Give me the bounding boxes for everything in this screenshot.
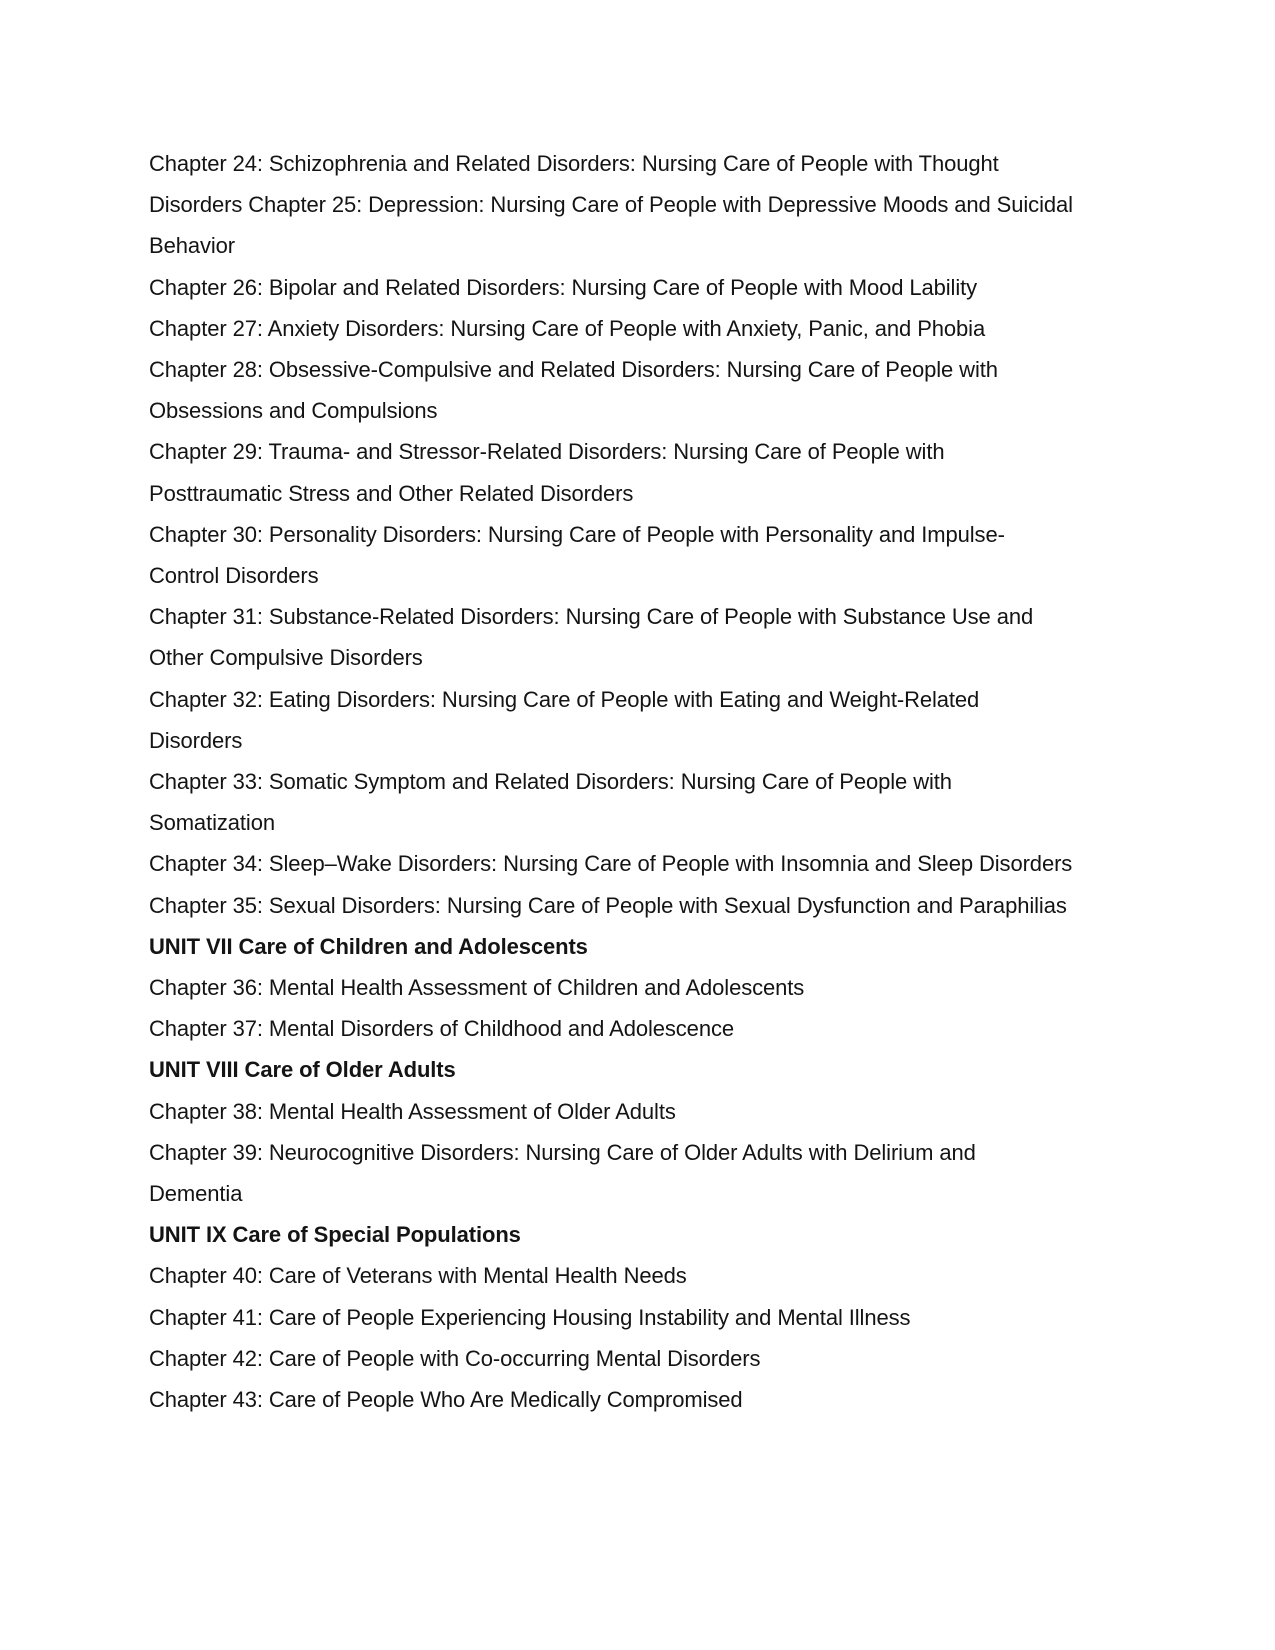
toc-line: Chapter 32: Eating Disorders: Nursing Care of People with Eating and Weight-Related: [149, 686, 980, 712]
toc-line: Chapter 26: Bipolar and Related Disorders: Nursing Care of People with Mood Lability: [149, 274, 978, 300]
toc-line: Control Disorders: [149, 563, 319, 589]
table-of-contents: [149, 143, 1139, 1420]
toc-line: Disorders Chapter 25: Depression: Nursing Care of People with Depressive Moods and Suicidal: [149, 192, 1073, 218]
toc-line: Chapter 35: Sexual Disorders: Nursing Care of People with Sexual Dysfunction and Paraphilias: [149, 892, 1067, 918]
unit-heading: UNIT VIII Care of Older Adults: [149, 1057, 456, 1083]
toc-line: Chapter 33: Somatic Symptom and Related Disorders: Nursing Care of People with: [149, 769, 952, 795]
toc-line: Chapter 43: Care of People Who Are Medically Compromised: [149, 1387, 743, 1413]
toc-line: Chapter 38: Mental Health Assessment of Older Adults: [149, 1098, 676, 1124]
toc-line: Chapter 24: Schizophrenia and Related Disorders: Nursing Care of People with Thought: [149, 151, 999, 176]
toc-line: Obsessions and Compulsions: [149, 398, 438, 424]
toc-line: Chapter 39: Neurocognitive Disorders: Nursing Care of Older Adults with Delirium and: [149, 1139, 976, 1165]
toc-line: Chapter 29: Trauma- and Stressor-Related Disorders: Nursing Care of People with: [149, 439, 945, 465]
toc-line: Chapter 42: Care of People with Co-occurring Mental Disorders: [149, 1345, 761, 1371]
toc-line: Other Compulsive Disorders: [149, 645, 423, 671]
toc-line: Behavior: [149, 233, 236, 259]
toc-line: Chapter 36: Mental Health Assessment of Children and Adolescents: [149, 975, 805, 1001]
toc-line: Disorders: [149, 727, 243, 753]
toc-line: Chapter 37: Mental Disorders of Childhood and Adolescence: [149, 1016, 734, 1042]
toc-line: Chapter 30: Personality Disorders: Nursing Care of People with Personality and Impulse-: [149, 521, 1005, 547]
unit-heading: UNIT VII Care of Children and Adolescents: [149, 933, 588, 959]
toc-line: Somatization: [149, 810, 275, 836]
toc-line: Chapter 28: Obsessive-Compulsive and Related Disorders: Nursing Care of People with: [149, 357, 998, 383]
toc-line: Chapter 41: Care of People Experiencing Housing Instability and Mental Illness: [149, 1304, 911, 1330]
toc-line: Dementia: [149, 1181, 243, 1207]
toc-line: Chapter 31: Substance-Related Disorders: Nursing Care of People with Substance Use and: [149, 604, 1034, 630]
toc-line: Chapter 34: Sleep–Wake Disorders: Nursing Care of People with Insomnia and Sleep Disorders: [149, 851, 1073, 877]
toc-line: Posttraumatic Stress and Other Related Disorders: [149, 480, 634, 506]
unit-heading: UNIT IX Care of Special Populations: [149, 1222, 521, 1248]
toc-line: Chapter 40: Care of Veterans with Mental Health Needs: [149, 1263, 687, 1289]
toc-line: Chapter 27: Anxiety Disorders: Nursing Care of People with Anxiety, Panic, and Phobia: [149, 315, 986, 341]
